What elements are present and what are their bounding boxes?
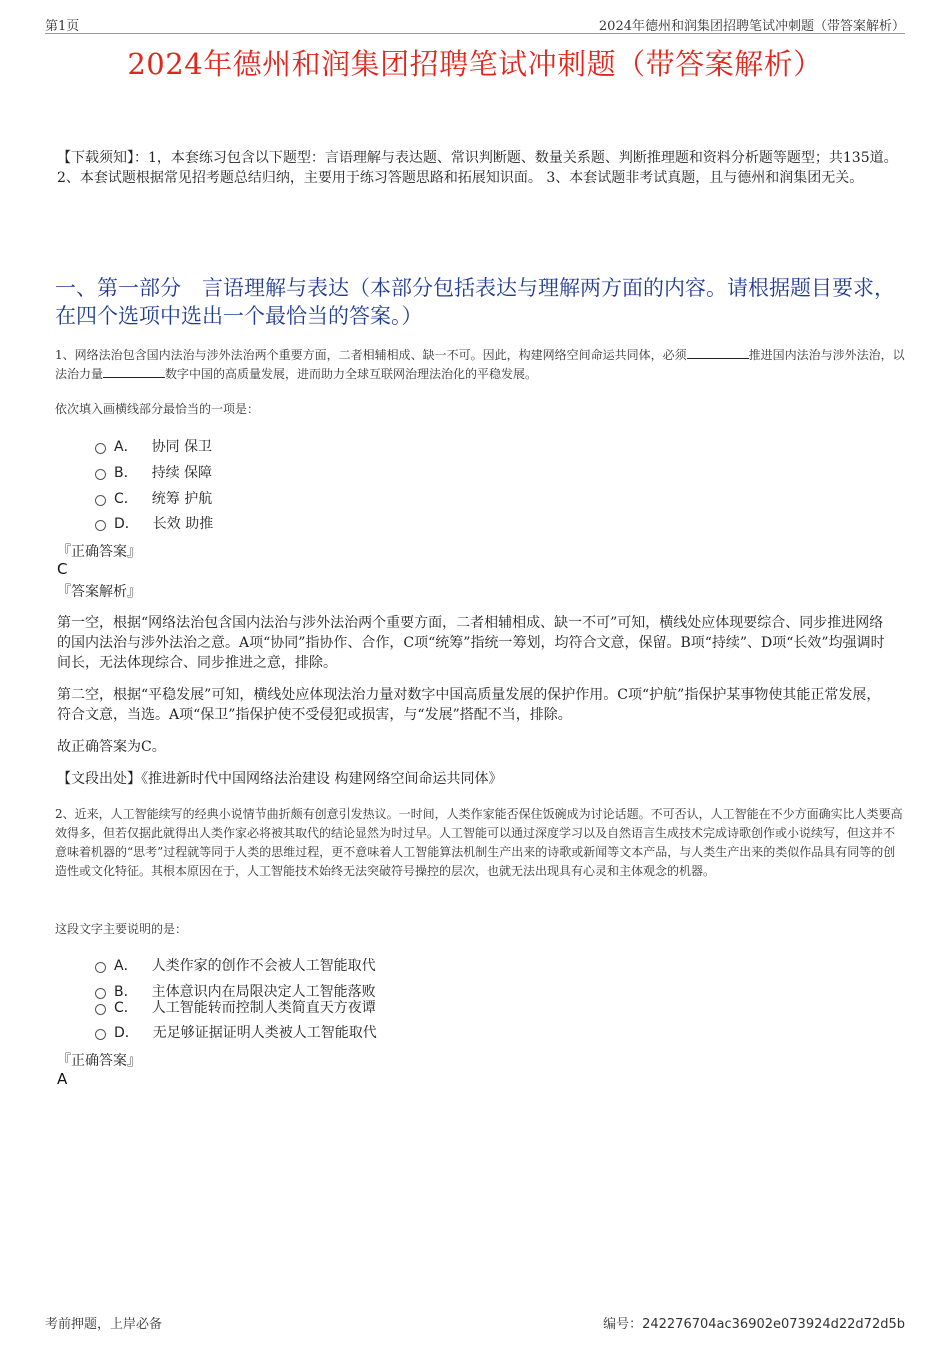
option-text: 无足够证据证明人类被人工智能取代 (152, 1025, 377, 1041)
option-text: 协同 保卫 (151, 439, 213, 455)
question-1-option-d[interactable] (95, 513, 213, 533)
question-1-stem-part-a: 1、网络法治包含国内法治与涉外法治两个重要方面，二者相辅相成、缺一不可。因此，构建网络空间命运共同体，必须 (55, 348, 687, 362)
question-1-option-b[interactable] (95, 462, 212, 482)
page-number: 第1页 (45, 19, 80, 34)
question-2-answer: A (57, 1070, 68, 1088)
question-2-answer-label: 『正确答案』 (57, 1053, 141, 1069)
radio-icon[interactable] (95, 469, 106, 480)
question-2-stem: 2、近来，人工智能续写的经典小说情节曲折颇有创意引发热议。一时间，人类作家能否保住饭碗成为讨论话题。不可否认，人工智能在不少方面确实比人类要高效得多，但若仅据此就得出人类作家必将被其取代的结论显然为时过早。人工智能可以通过深度学习以及自然语言生成技术完成诗歌创作或小说续写，但这并不意味着机器的“思考”过程就等同于人类的思维过程，更不意味着人工智能算法机制生产出来的诗歌或新闻等文本产品，与人类生产出来的类似作品具有同等的创造性或文化特征。其根本原因在于，人工智能技术始终无法突破符号操控的层次，也就无法出现具有心灵和主体观念的机器。 (55, 807, 903, 878)
header-doc-title: 2024年德州和润集团招聘笔试冲刺题（带答案解析） (598, 19, 905, 34)
radio-icon[interactable] (95, 962, 106, 973)
question-1-answer: C (57, 560, 68, 578)
question-1-stem-part-c: 数字中国的高质量发展，进而助力全球互联网治理法治化的平稳发展。 (165, 367, 538, 381)
question-2-prompt: 这段文字主要说明的是： (55, 922, 188, 936)
question-2-option-a[interactable] (95, 955, 376, 975)
page-title: 2024年德州和润集团招聘笔试冲刺题（带答案解析） (127, 47, 823, 81)
question-1-conclusion: 故正确答案为C。 (57, 739, 166, 755)
question-1-stem-part-b: 推进国内法治与涉外法治，以法治力量 (55, 348, 905, 381)
footer-code-value: 242276704ac36902e073924d22d72d5b (642, 1317, 905, 1332)
radio-icon[interactable] (95, 1004, 106, 1015)
option-letter: A． (114, 958, 138, 974)
option-letter: A． (114, 439, 138, 455)
option-text: 长效 助推 (152, 516, 214, 532)
question-1-analysis-paragraph-1: 第一空，根据“网络法治包含国内法治与涉外法治两个重要方面，二者相辅相成、缺一不可”可知，横线处应体现要综合、同步推进网络的国内法治与涉外法治之意。A项“协同”指协作、合作，C项“统筹”指统一筹划，均符合文意，保留。B项“持续”、D项“长效”均强调时间长，无法体现综合、同步推进之意，排除。 (57, 615, 885, 671)
option-text: 统筹 护航 (151, 491, 213, 507)
question-1-option-c[interactable] (95, 488, 212, 508)
radio-icon[interactable] (95, 520, 106, 531)
question-1-option-a[interactable] (95, 436, 212, 456)
section-heading: 一、第一部分 言语理解与表达（本部分包括表达与理解两方面的内容。请根据题目要求，在四个选项中选出一个最恰当的答案。） (55, 276, 895, 328)
radio-icon[interactable] (95, 1029, 106, 1040)
option-letter: B． (114, 465, 138, 481)
option-letter: C． (114, 1000, 138, 1016)
question-2-option-c[interactable] (95, 997, 376, 1017)
question-1-stem (55, 346, 905, 384)
footer-code-label: 编号： (603, 1317, 643, 1332)
header-divider (45, 33, 905, 34)
download-notice: 【下载须知】：1，本套练习包含以下题型：言语理解与表达题、常识判断题、数量关系题、判断推理题和资料分析题等题型；共135道。 2、本套试题根据常见招考题总结归纳，主要用于练习答题思路和拓展知识面。 3、本套试题非考试真题，且与德州和润集团无关。 (57, 150, 898, 186)
radio-icon[interactable] (95, 443, 106, 454)
answer-blank-2 (103, 365, 165, 378)
question-1-analysis-label: 『答案解析』 (57, 584, 141, 600)
option-text: 持续 保障 (151, 465, 213, 481)
option-text: 主体意识内在局限决定人工智能落败 (151, 984, 376, 1000)
radio-icon[interactable] (95, 495, 106, 506)
footer-slogan: 考前押题，上岸必备 (45, 1317, 163, 1332)
option-text: 人工智能转而控制人类简直天方夜谭 (151, 1000, 376, 1016)
option-letter: D． (114, 516, 139, 532)
question-1-analysis-paragraph-2: 第二空，根据“平稳发展”可知，横线处应体现法治力量对数字中国高质量发展的保护作用。C项“护航”指保护某事物使其能正常发展，符合文意，当选。A项“保卫”指保护使不受侵犯或损害，与“发展”搭配不当，排除。 (57, 687, 881, 723)
question-1-source: 【文段出处】《推进新时代中国网络法治建设 构建网络空间命运共同体》 (57, 771, 503, 787)
question-1-answer-label: 『正确答案』 (57, 544, 141, 560)
footer-code (603, 1313, 905, 1332)
option-letter: B． (114, 984, 138, 1000)
option-letter: C． (114, 491, 138, 507)
option-letter: D． (114, 1025, 139, 1041)
answer-blank-1 (687, 346, 749, 359)
option-text: 人类作家的创作不会被人工智能取代 (151, 958, 376, 974)
question-2-option-d[interactable] (95, 1022, 377, 1042)
question-1-prompt: 依次填入画横线部分最恰当的一项是： (55, 402, 260, 416)
